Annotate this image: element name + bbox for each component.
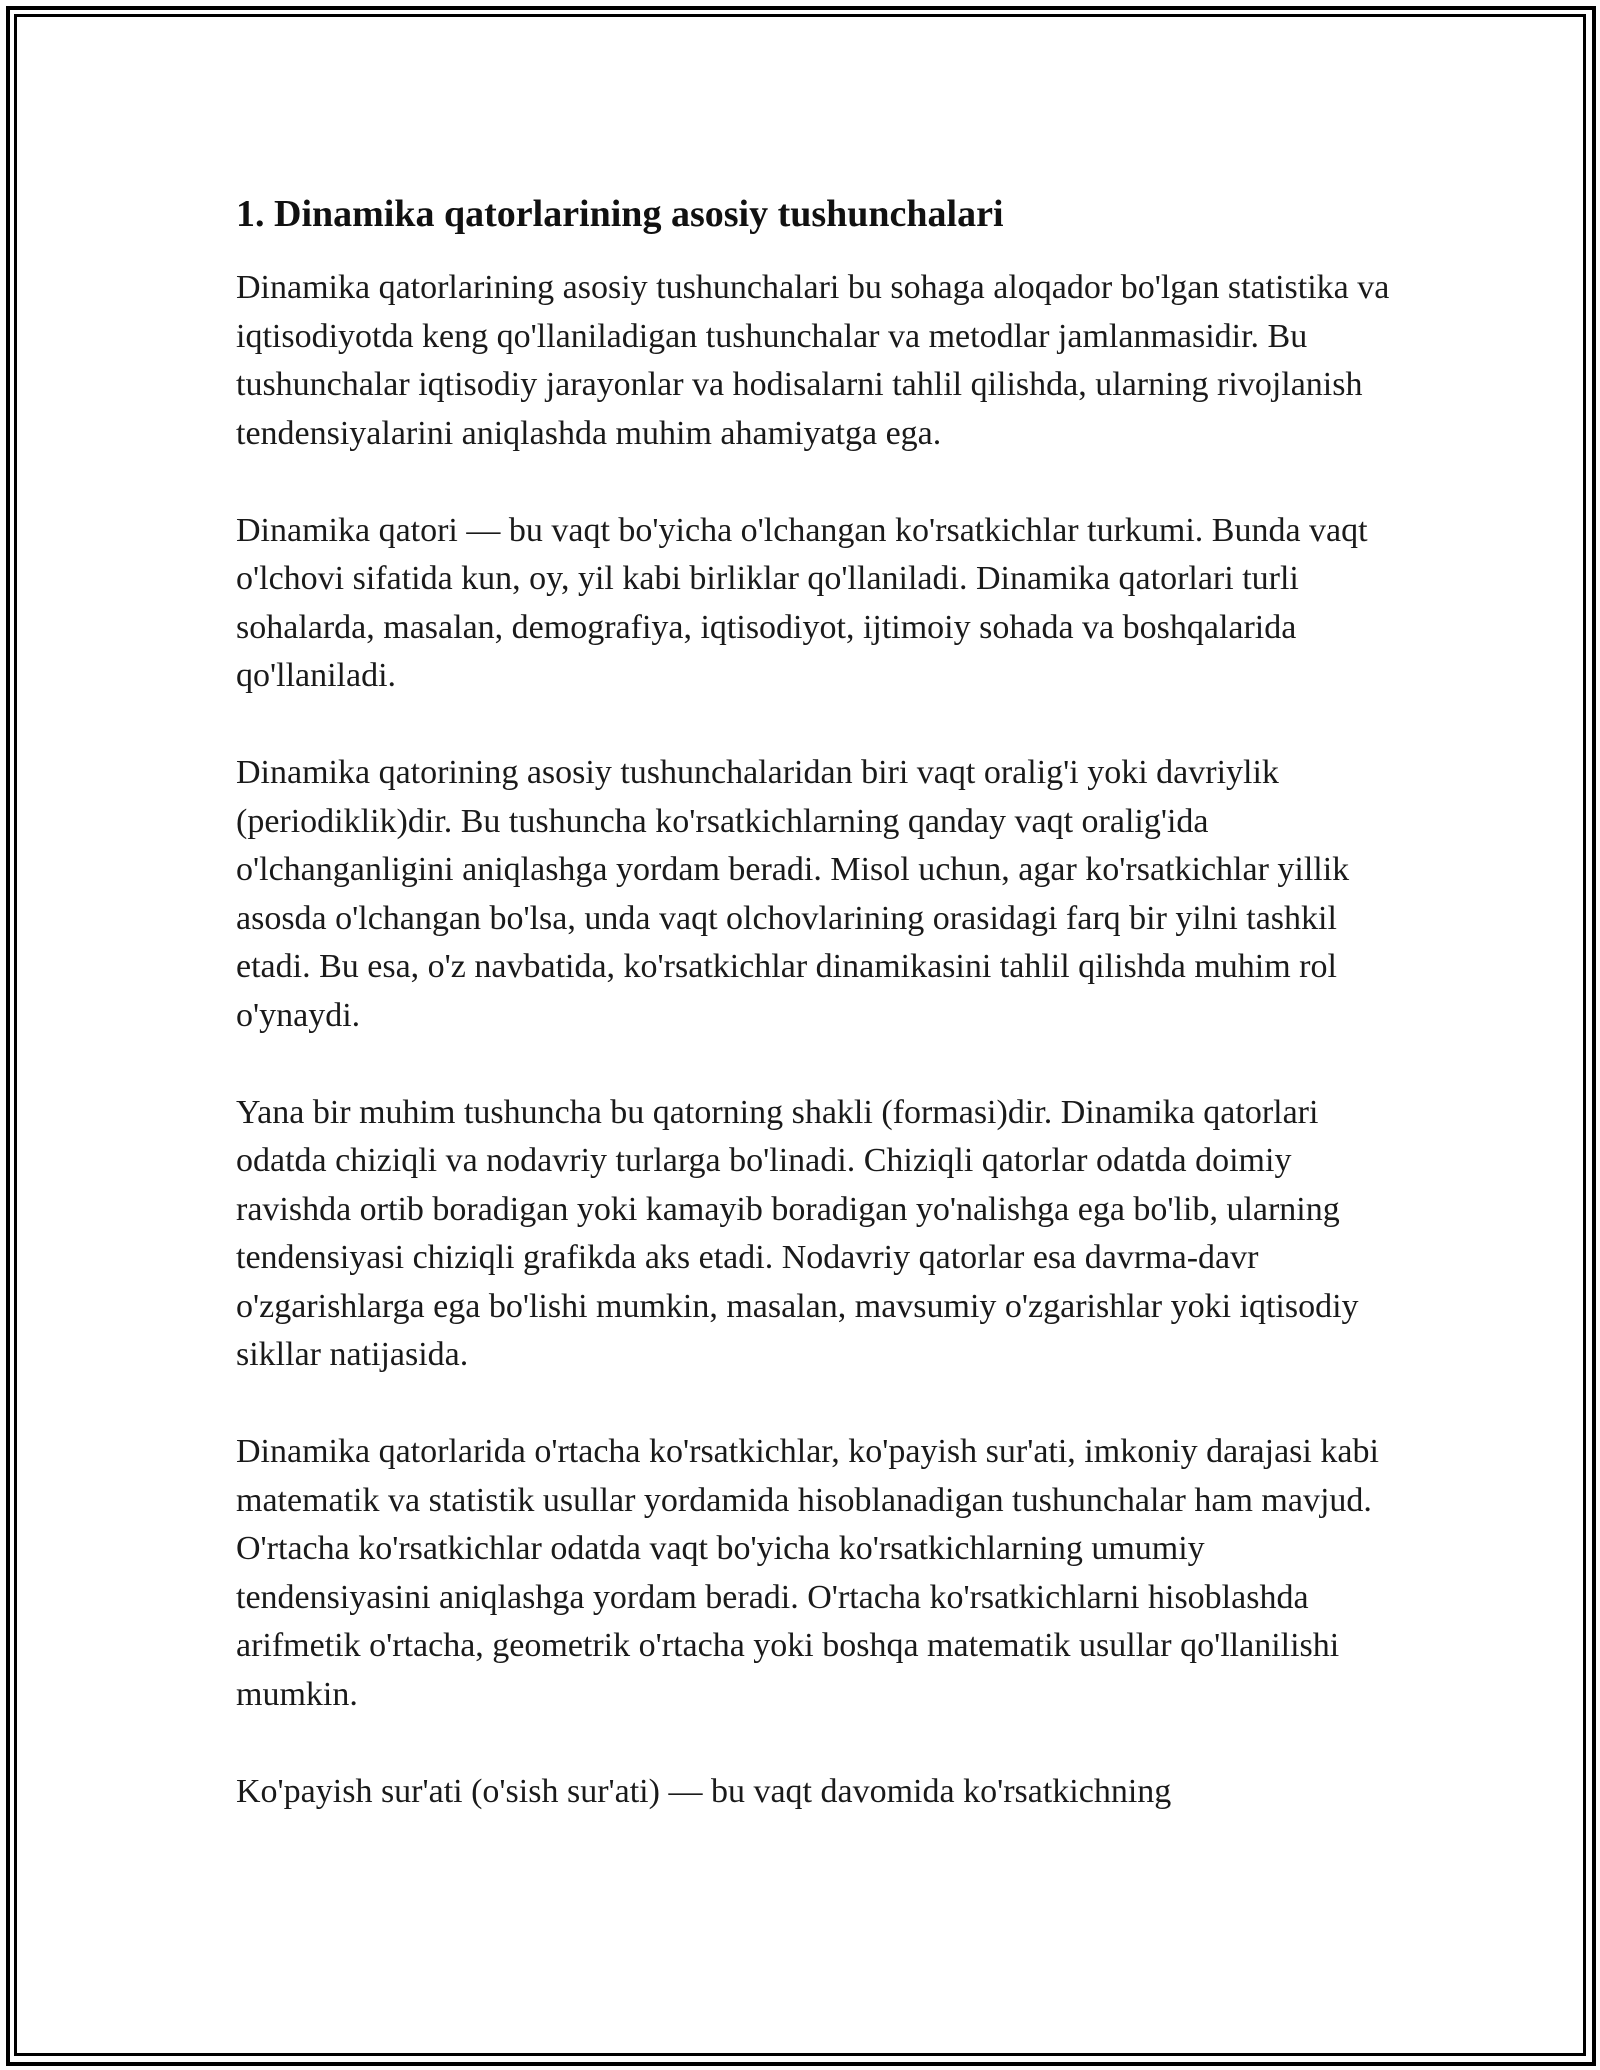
section-heading: 1. Dinamika qatorlarining asosiy tushunchalari — [236, 193, 1004, 235]
paragraph-growth-rate: Ko'payish sur'ati (o'sish sur'ati) — bu vaqt davomida ko'rsatkichning — [236, 1772, 1172, 1810]
paragraph-definition: Dinamika qatori — bu vaqt bo'yicha o'lchangan ko'rsatkichlar turkumi. Bunda vaqt o'lchovi sifatida kun, oy, yil kabi birliklar qo'llaniladi. Dinamika qatorlari turli sohalarda, masalan, demografiya, iqtisodiyot, ijtimoiy sohada va boshqalarida qo'llaniladi. — [236, 511, 1368, 694]
document-body — [236, 188, 1396, 1816]
paragraph-intro: Dinamika qatorlarining asosiy tushunchalari bu sohaga aloqador bo'lgan statistika va iqtisodiyotda keng qo'llaniladigan tushunchalar va metodlar jamlanmasidir. Bu tushunchalar iqtisodiy jarayonlar va hodisalarni tahlil qilishda, ularning rivojlanish tendensiyalarini aniqlashda muhim ahamiyatga ega. — [236, 269, 1390, 452]
paragraph-form: Yana bir muhim tushuncha bu qatorning shakli (formasi)dir. Dinamika qatorlari odatda chiziqli va nodavriy turlarga bo'linadi. Chiziqli qatorlar odatda doimiy ravishda ortib boradigan yoki kamayib boradigan yo'nalishga ega bo'lib, ularning tendensiyasi chiziqli grafikda aks etadi. Nodavriy qatorlar esa davrma-davr o'zgarishlarga ega bo'lishi mumkin, masalan, mavsumiy o'zgarishlar yoki iqtisodiy sikllar natijasida. — [236, 1093, 1359, 1373]
paragraph-averages: Dinamika qatorlarida o'rtacha ko'rsatkichlar, ko'payish sur'ati, imkoniy darajasi kabi matematik va statistik usullar yordamida hisoblanadigan tushunchalar ham mavjud. O'rtacha ko'rsatkichlar odatda vaqt bo'yicha ko'rsatkichlarning umumiy tendensiyasini aniqlashga yordam beradi. O'rtacha ko'rsatkichlarni hisoblashda arifmetik o'rtacha, geometrik o'rtacha yoki boshqa matematik usullar qo'llanilishi mumkin. — [236, 1433, 1379, 1713]
paragraph-periodicity: Dinamika qatorining asosiy tushunchalaridan biri vaqt oralig'i yoki davriylik (periodiklik)dir. Bu tushuncha ko'rsatkichlarning qanday vaqt oralig'ida o'lchanganligini aniqlashga yordam beradi. Misol uchun, agar ko'rsatkichlar yillik asosda o'lchangan bo'lsa, unda vaqt olchovlarining orasidagi farq bir yilni tashkil etadi. Bu esa, o'z navbatida, ko'rsatkichlar dinamikasini tahlil qilishda muhim rol o'ynaydi. — [236, 754, 1350, 1034]
